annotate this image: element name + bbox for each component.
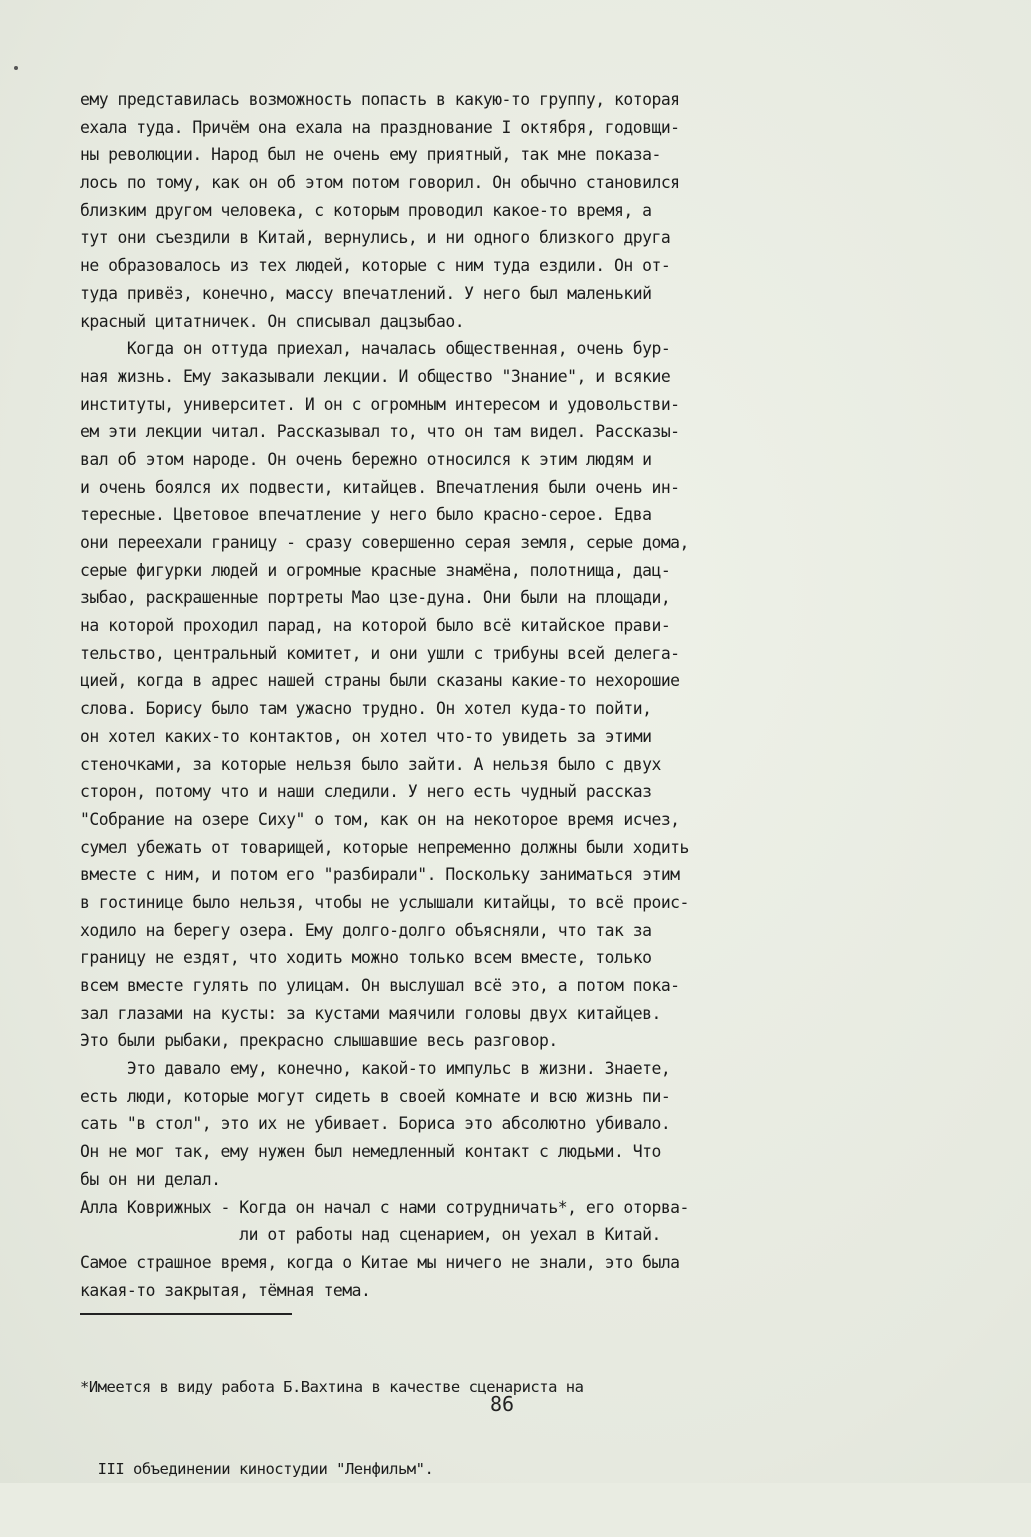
text-line: какая-то закрытая, тёмная тема. — [80, 1280, 371, 1300]
text-line: в гостинице было нельзя, чтобы не услышали китайцы, то всё проис- — [80, 892, 689, 912]
text-line: тельство, центральный комитет, и они ушли с трибуны всей делега- — [80, 643, 680, 663]
text-line: красный цитатничек. Он списывал дацзыбао. — [80, 311, 465, 331]
text-line: слова. Борису было там ужасно трудно. Он хотел куда-то пойти, — [80, 699, 652, 719]
text-line: границу не ездят, что ходить можно только всем вместе, только — [80, 948, 652, 968]
text-line: зыбао, раскрашенные портреты Мао цзе-дуна. Они были на площади, — [80, 588, 671, 608]
text-line: "Собрание на озере Сиху" о том, как он на некоторое время исчез, — [80, 809, 680, 829]
text-line: не образовалось из тех людей, которые с ним туда ездили. Он от- — [80, 256, 671, 276]
text-line: вместе с ним, и потом его "разбирали". Поскольку заниматься этим — [80, 865, 680, 885]
text-line: Алла Коврижных - Когда он начал с нами сотрудничать*, его оторва- — [80, 1197, 689, 1217]
text-line: сторон, потому что и наши следили. У него есть чудный рассказ — [80, 782, 652, 802]
text-line: всем вместе гулять по улицам. Он выслушал всё это, а потом пока- — [80, 976, 680, 995]
text-line: туда привёз, конечно, массу впечатлений. У него был маленький — [80, 283, 652, 303]
text-line: Это были рыбаки, прекрасно слышавшие весь разговор. — [80, 1031, 558, 1051]
text-line: ехала туда. Причём она ехала на празднование I октября, годовщи- — [80, 117, 680, 137]
text-line: ходило на берегу озера. Ему долго-долго объясняли, что так за — [80, 920, 652, 940]
text-line: они переехали границу - сразу совершенно серая земля, серые дома, — [80, 533, 689, 552]
text-line: Когда он оттуда приехал, началась общественная, очень бур- — [80, 339, 671, 359]
text-line: близким другом человека, с которым проводил какое-то время, а — [80, 200, 652, 220]
text-line: есть люди, которые могут сидеть в своей комнате и всю жизнь пи- — [80, 1086, 671, 1106]
text-line: Самое страшное время, когда о Китае мы ничего не знали, это была — [80, 1252, 680, 1272]
text-line: институты, университет. И он с огромным интересом и удовольстви- — [80, 394, 680, 414]
page-number: 86 — [490, 1392, 515, 1416]
speck — [14, 66, 18, 70]
text-line: зал глазами на кусты: за кустами маячили головы двух китайцев. — [80, 1003, 661, 1023]
footnote-line: *Имеется в виду работа Б.Вахтина в качестве сценариста на — [80, 1378, 584, 1396]
body-text — [80, 86, 800, 1304]
text-line: Он не мог так, ему нужен был немедленный контакт с людьми. Что — [80, 1142, 661, 1162]
text-line: серые фигурки людей и огромные красные знамёна, полотнища, дац- — [80, 560, 671, 580]
text-line: Это давало ему, конечно, какой-то импульс в жизни. Знаете, — [80, 1059, 671, 1079]
footnote-rule — [80, 1313, 292, 1315]
text-line: бы он ни делал. — [80, 1169, 221, 1189]
text-line: лось по тому, как он об этом потом говорил. Он обычно становился — [80, 173, 680, 193]
footnote-line: III объединении киностудии "Ленфильм". — [80, 1459, 434, 1478]
text-line: на которой проходил парад, на которой было всё китайское прави- — [80, 616, 671, 636]
text-line: тут они съездили в Китай, вернулись, и ни одного близкого друга — [80, 228, 671, 248]
text-line: и очень боялся их подвести, китайцев. Впечатления были очень ин- — [80, 477, 680, 497]
text-line: ем эти лекции читал. Рассказывал то, что он там видел. Рассказы- — [80, 422, 680, 442]
text-line: ли от работы над сценарием, он уехал в Китай. — [80, 1225, 661, 1245]
text-line: стеночками, за которые нельзя было зайти. А нельзя было с двух — [80, 754, 661, 774]
text-line: тересные. Цветовое впечатление у него было красно-серое. Едва — [80, 505, 652, 525]
text-line: он хотел каких-то контактов, он хотел что-то увидеть за этими — [80, 726, 652, 746]
text-line: ему представилась возможность попасть в какую-то группу, которая — [80, 90, 680, 109]
text-line: цией, когда в адрес нашей страны были сказаны какие-то нехорошие — [80, 671, 680, 691]
text-line: сать "в стол", это их не убивает. Бориса это абсолютно убивало. — [80, 1114, 671, 1134]
footnote — [80, 1320, 583, 1537]
text-line: сумел убежать от товарищей, которые непременно должны были ходить — [80, 837, 689, 857]
text-line: ны революции. Народ был не очень ему приятный, так мне показа- — [80, 145, 661, 165]
text-line: вал об этом народе. Он очень бережно относился к этим людям и — [80, 449, 652, 469]
text-line: ная жизнь. Ему заказывали лекции. И общество "Знание", и всякие — [80, 366, 671, 386]
